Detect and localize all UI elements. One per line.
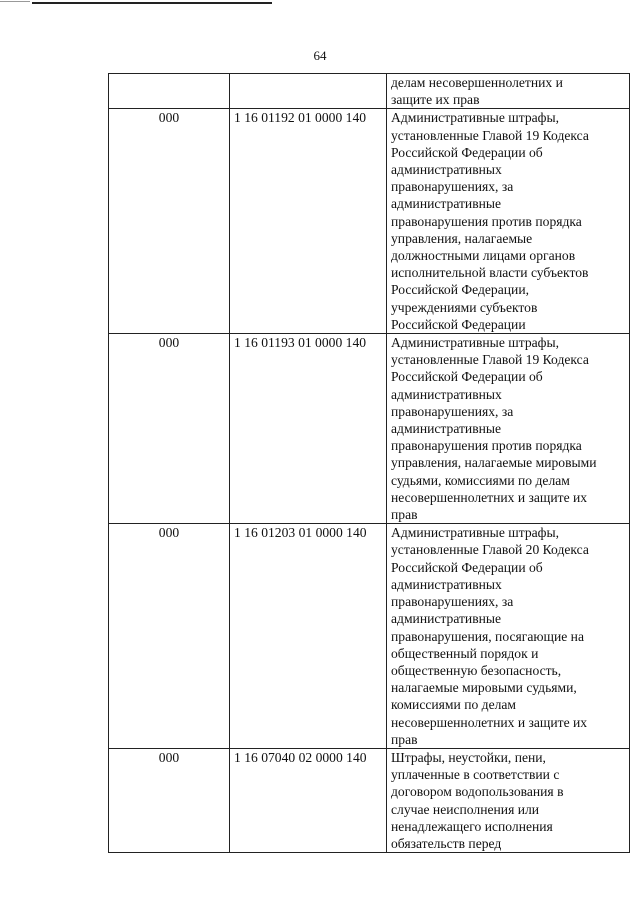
- description-line: общественную безопасность,: [391, 662, 562, 678]
- description-line: правонарушения, посягающие на: [391, 628, 584, 644]
- description-line: Российской Федерации,: [391, 282, 529, 298]
- budget-code-table: [108, 73, 630, 853]
- description-line: административные: [391, 196, 502, 212]
- description-line: административных: [391, 576, 502, 592]
- description-line: должностными лицами органов: [391, 248, 576, 264]
- description-line: случае неисполнения или: [391, 801, 540, 817]
- description-line: Штрафы, неустойки, пени,: [391, 749, 546, 765]
- description-line: Российской Федерации об: [391, 559, 543, 575]
- description-line: административные: [391, 611, 502, 627]
- description-line: правонарушениях, за: [391, 179, 514, 195]
- description-cell: [387, 109, 630, 334]
- description-line: Российской Федерации об: [391, 369, 543, 385]
- description-line: Административные штрафы,: [391, 525, 559, 541]
- budget-code-cell: 1 16 01192 01 0000 140: [230, 109, 387, 334]
- budget-code-cell: 1 16 01193 01 0000 140: [230, 334, 387, 524]
- admin-code-cell: [109, 74, 230, 109]
- description-line: общественный порядок и: [391, 645, 539, 661]
- page-number: 64: [313, 48, 327, 63]
- description-line: защите их прав: [391, 92, 480, 108]
- description-line: установленные Главой 19 Кодекса: [391, 127, 589, 143]
- description-line: налагаемые мировыми судьями,: [391, 680, 577, 696]
- description-line: делам несовершеннолетних и: [391, 75, 563, 90]
- description-line: установленные Главой 20 Кодекса: [391, 542, 589, 558]
- admin-code-cell: 000: [109, 109, 230, 334]
- description-line: правонарушения против порядка: [391, 213, 582, 229]
- description-line: исполнительной власти субъектов: [391, 265, 589, 281]
- description-line: Административные штрафы,: [391, 335, 559, 351]
- description-line: ненадлежащего исполнения: [391, 818, 553, 834]
- admin-code-cell: 000: [109, 334, 230, 524]
- table-body: [109, 74, 630, 853]
- header-rule-short: [0, 1, 30, 2]
- table-row: [109, 748, 630, 852]
- description-line: Российской Федерации: [391, 316, 526, 332]
- description-line: правонарушениях, за: [391, 403, 514, 419]
- description-line: договором водопользования в: [391, 784, 564, 800]
- admin-code-cell: 000: [109, 748, 230, 852]
- table-row: [109, 74, 630, 109]
- description-line: судьями, комиссиями по делам: [391, 472, 570, 488]
- description-line: управления, налагаемые мировыми: [391, 455, 597, 471]
- budget-code-cell: [230, 74, 387, 109]
- budget-code-cell: 1 16 07040 02 0000 140: [230, 748, 387, 852]
- description-line: учреждениями субъектов: [391, 299, 538, 315]
- description-line: комиссиями по делам: [391, 697, 517, 713]
- description-line: несовершеннолетних и защите их: [391, 714, 588, 730]
- description-line: уплаченные в соответствии с: [391, 767, 560, 783]
- description-cell: [387, 748, 630, 852]
- description-line: правонарушениях, за: [391, 594, 514, 610]
- description-line: установленные Главой 19 Кодекса: [391, 352, 589, 368]
- description-cell: [387, 334, 630, 524]
- table-row: [109, 109, 630, 334]
- description-line: административные: [391, 421, 502, 437]
- description-cell: [387, 74, 630, 109]
- table-row: [109, 334, 630, 524]
- description-line: административных: [391, 386, 502, 402]
- description-line: прав: [391, 731, 418, 747]
- budget-code-cell: 1 16 01203 01 0000 140: [230, 524, 387, 749]
- description-cell: [387, 524, 630, 749]
- table-row: [109, 524, 630, 749]
- description-line: обязательств перед: [391, 835, 502, 851]
- description-line: Административные штрафы,: [391, 110, 559, 126]
- description-line: управления, налагаемые: [391, 230, 533, 246]
- admin-code-cell: 000: [109, 524, 230, 749]
- description-line: несовершеннолетних и защите их: [391, 489, 588, 505]
- description-line: прав: [391, 507, 418, 523]
- header-rule: [32, 2, 272, 4]
- description-line: правонарушения против порядка: [391, 438, 582, 454]
- description-line: административных: [391, 162, 502, 178]
- description-line: Российской Федерации об: [391, 144, 543, 160]
